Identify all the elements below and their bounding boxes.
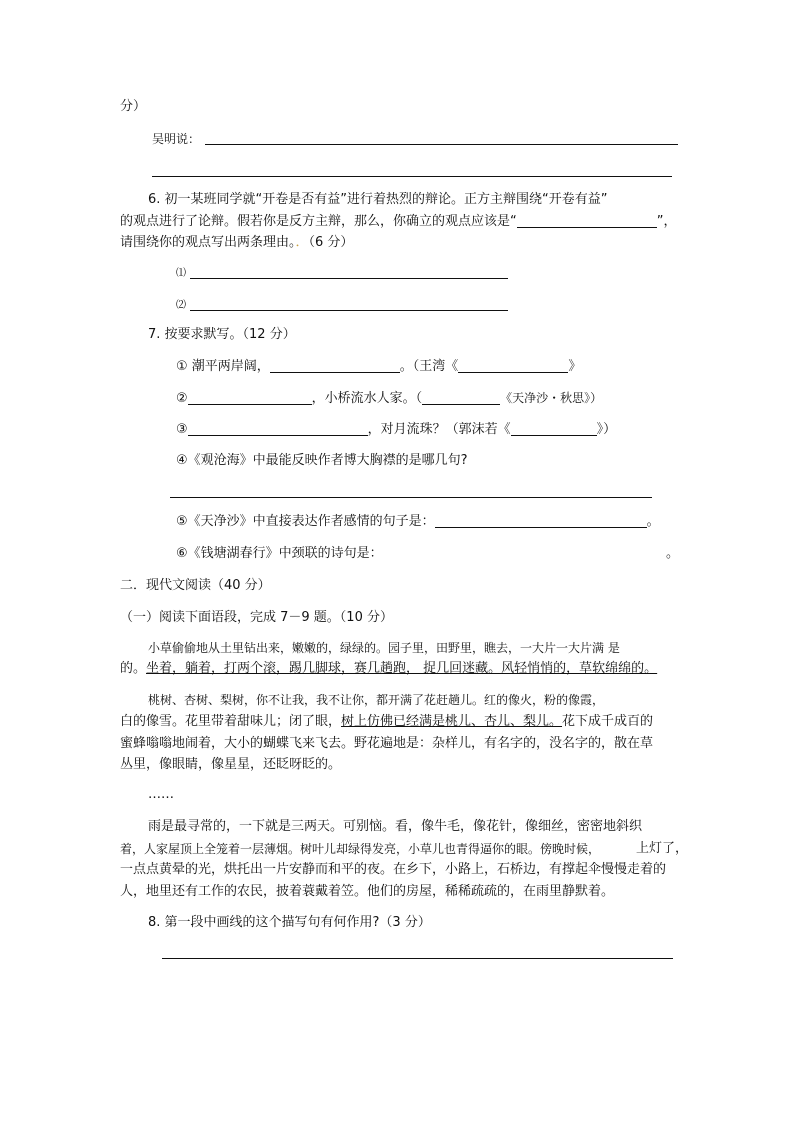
q7-item-3-num: ③ bbox=[176, 422, 188, 437]
q7-item-5-text: ⑤《天净沙》中直接表达作者感情的句子是： bbox=[176, 514, 435, 529]
q6-line-3 bbox=[120, 234, 353, 252]
passage-p2-line-2-start: 白的像雪。花里带着甜味儿；闭了眼， bbox=[120, 714, 342, 729]
passage-p1-line-1: 小草偷偷地从土里钻出来，嫩嫩的，绿绿的。园子里，田野里，瞧去，一大片一大片满 是 bbox=[148, 641, 620, 655]
passage-p1-line-2 bbox=[120, 660, 657, 678]
q6-reason-2-line[interactable] bbox=[190, 310, 508, 311]
continued-score-fragment: 分） bbox=[120, 99, 147, 114]
answer-line[interactable] bbox=[205, 144, 678, 145]
q7-item-1-text: ① 潮平两岸阔， bbox=[176, 359, 270, 374]
q7-item-3-mid: ，对月流珠？（郭沫若《 bbox=[367, 422, 511, 437]
q6-reason-1-line[interactable] bbox=[190, 278, 508, 279]
q6-score: （6 分） bbox=[308, 235, 354, 250]
passage-p1-line-2-start: 的。 bbox=[120, 661, 147, 676]
passage-p2-line-4: 丛里，像眼睛，像星星，还眨呀眨的。 bbox=[120, 757, 342, 772]
q7-item-2 bbox=[176, 389, 602, 408]
q7-item-6-end: 。 bbox=[666, 546, 680, 561]
q7-item-3-end: 》） bbox=[596, 422, 617, 437]
q6-stray-dot: ． bbox=[295, 235, 309, 250]
wu-ming-label: 吴明说： bbox=[152, 132, 201, 146]
q7-title: 7. 按要求默写。（12 分） bbox=[148, 327, 296, 342]
passage-p3-line-4: 人，地里还有工作的农民，披着蓑戴着笠。他们的房屋，稀稀疏疏的，在雨里静默着。 bbox=[120, 884, 615, 899]
passage-p2-line-1: 桃树、杏树、梨树，你不让我，我不让你，都开满了花赶趟儿。红的像火，粉的像霞， bbox=[148, 693, 605, 707]
q7-item-6: ⑥《钱塘湖春行》中颈联的诗句是： bbox=[176, 546, 383, 561]
q6-viewpoint-blank[interactable] bbox=[517, 214, 657, 228]
passage-p2-line-2 bbox=[120, 713, 653, 731]
q6-line-2-end: ”， bbox=[656, 214, 677, 229]
passage-p3-line-2: 着，人家屋顶上全笼着一层薄烟。树叶儿却绿得发亮，小草儿也青得逼你的眼。傍晚时候， bbox=[120, 842, 601, 856]
section-2-part-1: （一）阅读下面语段，完成 7－9 题。（10 分） bbox=[120, 610, 393, 625]
q7-item-2-num: ② bbox=[176, 391, 188, 406]
passage-p2-underlined: 树上仿佛已经满是桃儿、杏儿、梨儿。 bbox=[341, 714, 563, 729]
passage-ellipsis: …… bbox=[148, 787, 174, 802]
q7-item-3 bbox=[176, 421, 616, 439]
q7-item-2-end: 《天净沙・秋思》） bbox=[500, 391, 603, 405]
q8-text: 8. 第一段中画线的这个描写句有何作用?（3 分） bbox=[148, 915, 431, 930]
passage-p2-line-2-end: 花下成千成百的 bbox=[562, 714, 654, 729]
passage-p2-line-3: 蜜蜂嗡嗡地闹着，大小的蝴蝶飞来飞去。野花遍地是：杂样儿，有名字的，没名字的，散在草 bbox=[120, 736, 654, 751]
q7-item-5-blank[interactable] bbox=[435, 514, 647, 528]
section-2-title: 二．现代文阅读（40 分） bbox=[120, 578, 271, 593]
q7-item-1-title-blank[interactable] bbox=[458, 359, 568, 373]
q6-item-1-label: ⑴ bbox=[176, 268, 186, 279]
q7-item-1-end: 》 bbox=[568, 359, 582, 374]
passage-p3-line-1: 雨是最寻常的，一下就是三两天。可别恼。看，像牛毛，像花针，像细丝，密密地斜织 bbox=[148, 819, 643, 834]
q6-line-2 bbox=[120, 213, 677, 231]
q7-item-5-end: 。 bbox=[646, 514, 660, 529]
q7-item-1-mid: 。（王湾《 bbox=[399, 359, 459, 374]
q7-item-1-blank[interactable] bbox=[270, 359, 400, 373]
q7-item-2-author-blank[interactable] bbox=[422, 391, 500, 405]
q6-line-3-text: 请围绕你的观点写出两条理由。 bbox=[120, 235, 296, 250]
underlined-description-sentence: 坐着，躺着，打两个滚，踢几脚球，赛几趟跑， 捉几回迷藏。风轻悄悄的，草软绵绵的。 bbox=[146, 661, 658, 676]
q7-item-4: ④《观沧海》中最能反映作者博大胸襟的是哪几句? bbox=[176, 453, 468, 468]
q6-line-2-text: 的观点进行了论辩。假若你是反方主辩，那么，你确立的观点应该是“ bbox=[120, 214, 517, 229]
q7-item-1 bbox=[176, 358, 581, 376]
q7-item-3-blank[interactable] bbox=[188, 422, 368, 436]
q6-line-1: 6. 初一某班同学就“开卷是否有益”进行着热烈的辩论。正方主辩围绕“开卷有益” bbox=[148, 192, 608, 207]
passage-p3-line-3: 一点点黄晕的光，烘托出一片安静而和平的夜。在乡下，小路上，石桥边，有撑起伞慢慢走着的 bbox=[120, 862, 667, 877]
q7-item-3-title-blank[interactable] bbox=[511, 422, 597, 436]
answer-line[interactable] bbox=[152, 176, 672, 177]
q7-item-4-answer-line[interactable] bbox=[170, 497, 652, 498]
q7-item-2-mid: ，小桥流水人家。（ bbox=[311, 391, 423, 406]
q7-item-2-blank[interactable] bbox=[188, 391, 312, 405]
q8-answer-line[interactable] bbox=[162, 958, 673, 959]
q7-item-5 bbox=[176, 513, 660, 531]
q6-item-2-label: ⑵ bbox=[176, 300, 186, 311]
passage-p3-line-2-end: 上灯了， bbox=[636, 841, 689, 856]
